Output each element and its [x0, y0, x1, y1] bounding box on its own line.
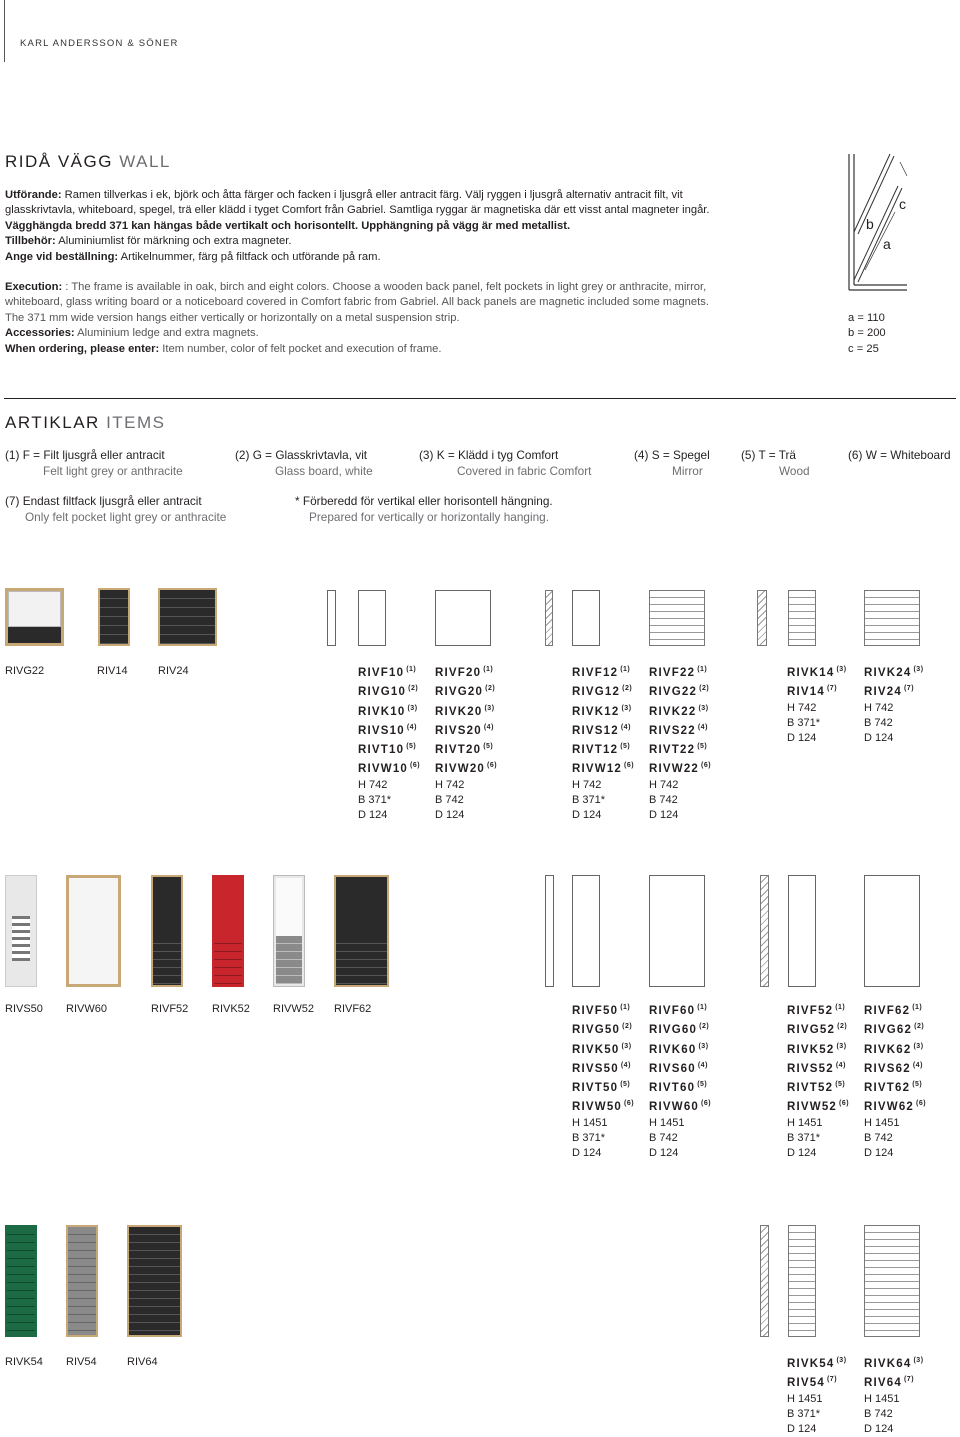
legend-en: Glass board, white — [275, 463, 373, 478]
item-code: RIVW12 $^{(6)}$ — [572, 762, 635, 776]
item-code: RIVG10 $^{(2)}$ — [358, 685, 419, 699]
diagram-label-b: b — [866, 216, 874, 232]
item-code: RIVK62 $^{(3)}$ — [864, 1042, 924, 1056]
item-dimension: H 1451 — [787, 1116, 823, 1129]
description-sv — [5, 188, 825, 265]
drawing-front — [864, 875, 920, 987]
drawing-side — [327, 590, 336, 646]
label-ordering: When ordering, please enter: — [5, 342, 160, 355]
item-dimension: D 124 — [864, 1147, 894, 1160]
product-image-rivk52 — [212, 875, 244, 987]
item-dimension: H 742 — [572, 778, 602, 791]
item-code: RIVF62 $^{(1)}$ — [864, 1004, 923, 1017]
title-sv: RIDÅ VÄGG — [5, 152, 113, 171]
drawing-side — [757, 590, 767, 646]
brand-name: KARL ANDERSSON & SÖNER — [20, 38, 179, 49]
drawing-front — [788, 1225, 816, 1337]
product-image-rivk54 — [5, 1225, 37, 1337]
item-dimension: B 371* — [787, 716, 821, 729]
drawing-front — [435, 590, 491, 646]
item-code: RIVF60 $^{(1)}$ — [649, 1004, 708, 1017]
item-dimension: H 1451 — [864, 1116, 900, 1129]
legend-sv: (7) Endast filtfack ljusgrå eller antracit — [5, 494, 202, 508]
product-image-rivf62 — [334, 875, 389, 987]
item-code: RIVK24 $^{(3)}$ — [864, 666, 924, 679]
legend-item — [235, 448, 373, 479]
text: whiteboard, glass writing board or a noticeboard covered in Comfort fabric from Gabriel. All back panels are magnetic included some magnets. — [5, 296, 709, 309]
caption: RIVK52 — [212, 1003, 250, 1015]
drawing-front — [572, 590, 600, 646]
text: Aluminiumlist för märkning och extra magneter. — [55, 235, 292, 248]
legend-sv: (4) S = Spegel — [634, 448, 710, 462]
label-execution: Execution: — [5, 281, 63, 293]
item-dimension: H 742 — [649, 778, 679, 791]
item-dimension: B 742 — [649, 1132, 678, 1145]
diagram-label-a: a — [883, 236, 891, 252]
item-dimension: B 371* — [787, 1407, 821, 1420]
item-dimension: D 124 — [787, 732, 817, 745]
caption: RIVW52 — [273, 1003, 314, 1015]
product-image-rivw60 — [66, 875, 121, 987]
item-code: RIVF12 $^{(1)}$ — [572, 666, 631, 679]
legend-sv: * Förberedd för vertikal eller horisontell hängning. — [295, 494, 553, 508]
margin-line — [4, 0, 5, 62]
item-code: RIVS50 $^{(4)}$ — [572, 1061, 631, 1075]
code-group-20 — [435, 662, 497, 824]
text: Aluminium ledge and extra magnets. — [74, 327, 259, 340]
item-dimension: D 124 — [435, 809, 465, 822]
text: glasskrivtavla, whiteboard, spegel, trä eller klädd i tyget Comfort från Gabriel. Samtliga ryggar är magnetiska där ett visst antal magneter ingår. — [5, 204, 710, 217]
item-code: RIVT20 $^{(5)}$ — [435, 743, 494, 757]
item-code: RIVF22 $^{(1)}$ — [649, 666, 708, 679]
item-code: RIVT60 $^{(5)}$ — [649, 1081, 708, 1095]
drawing-side — [760, 1225, 769, 1337]
drawing-front — [864, 1225, 920, 1337]
section-title-wall — [5, 152, 171, 172]
dim-a: a = 110 — [848, 312, 885, 324]
legend-item — [848, 448, 951, 464]
label-bestallning: Ange vid beställning: — [5, 250, 119, 263]
drawing-side — [760, 875, 769, 987]
item-dimension: D 124 — [358, 809, 388, 822]
item-code: RIVS12 $^{(4)}$ — [572, 723, 631, 737]
item-code: RIVS10 $^{(4)}$ — [358, 723, 417, 737]
legend-en: Felt light grey or anthracite — [43, 463, 183, 478]
item-code: RIVW22 $^{(6)}$ — [649, 762, 712, 776]
item-code: RIVF20 $^{(1)}$ — [435, 666, 494, 679]
item-dimension: D 124 — [649, 809, 679, 822]
code-group-22 — [649, 662, 711, 824]
text: : The frame is available in oak, birch and eight colors. Choose a wooden back panel, felt pockets in light grey or anthracite, mirror, — [62, 281, 707, 293]
item-dimension: D 124 — [649, 1147, 679, 1160]
item-code: RIVK52 $^{(3)}$ — [787, 1042, 847, 1056]
caption: RIV54 — [66, 1356, 97, 1368]
product-image-riv54 — [66, 1225, 98, 1337]
item-dimension: D 124 — [787, 1147, 817, 1160]
item-dimension: H 1451 — [649, 1116, 685, 1129]
drawing-front — [649, 875, 705, 987]
legend-en: Mirror — [672, 463, 703, 478]
legend-item — [634, 448, 710, 479]
item-dimension: B 742 — [864, 1132, 893, 1145]
product-image-rivg22 — [5, 588, 64, 646]
item-code: RIVK64 $^{(3)}$ — [864, 1357, 924, 1370]
item-dimension: B 371* — [787, 1132, 821, 1145]
product-image-rivs50 — [5, 875, 37, 987]
item-code: RIVG60 $^{(2)}$ — [649, 1023, 710, 1037]
item-code: RIVS22 $^{(4)}$ — [649, 723, 708, 737]
item-code: RIVW20 $^{(6)}$ — [435, 762, 498, 776]
title-en: ITEMS — [106, 413, 166, 432]
dim-c: c = 25 — [848, 342, 879, 355]
legend-item — [5, 494, 226, 525]
code-group-60 — [649, 1000, 711, 1162]
caption: RIVF52 — [151, 1003, 189, 1015]
item-code: RIVT22 $^{(5)}$ — [649, 743, 708, 757]
item-code: RIVG22 $^{(2)}$ — [649, 685, 710, 699]
item-code: RIVT52 $^{(5)}$ — [787, 1081, 846, 1095]
legend-en: Prepared for vertically or horizontally hanging. — [309, 509, 549, 524]
item-code: RIVG52 $^{(2)}$ — [787, 1023, 848, 1037]
legend-sv: (2) G = Glasskrivtavla, vit — [235, 448, 368, 462]
item-dimension: B 742 — [864, 716, 893, 729]
drawing-front — [864, 590, 920, 646]
item-dimension: D 124 — [572, 809, 602, 822]
item-code: RIVG20 $^{(2)}$ — [435, 685, 496, 699]
drawing-side — [545, 590, 553, 646]
item-code: RIV14 $^{(7)}$ — [787, 685, 838, 699]
item-dimension: D 124 — [787, 1423, 817, 1436]
drawing-front — [649, 590, 705, 646]
item-code: RIVK10 $^{(3)}$ — [358, 704, 418, 718]
label-utforande: Utförande: — [5, 189, 62, 201]
dim-b: b = 200 — [848, 327, 886, 340]
legend-sv: (5) T = Trä — [741, 448, 796, 462]
drawing-front — [572, 875, 600, 987]
item-dimension: D 124 — [864, 1423, 894, 1436]
item-dimension: H 1451 — [572, 1116, 608, 1129]
legend-item — [5, 448, 183, 479]
legend-item — [295, 494, 553, 525]
item-code: RIVT62 $^{(5)}$ — [864, 1081, 923, 1095]
code-group-64 — [864, 1353, 924, 1437]
diagram-dims — [848, 311, 886, 357]
item-code: RIVK22 $^{(3)}$ — [649, 704, 709, 718]
section-title-items — [5, 413, 166, 433]
item-dimension: B 742 — [649, 794, 678, 807]
text: The 371 mm wide version hangs either vertically or horizontally on a metal suspension strip. — [5, 311, 460, 324]
item-code: RIVW62 $^{(6)}$ — [864, 1100, 927, 1114]
item-code: RIVW52 $^{(6)}$ — [787, 1100, 850, 1114]
code-group-50 — [572, 1000, 634, 1162]
item-dimension: H 742 — [358, 778, 388, 791]
text: Item number, color of felt pocket and execution of frame. — [159, 342, 442, 355]
item-code: RIVK54 $^{(3)}$ — [787, 1357, 847, 1370]
title-en: WALL — [119, 152, 171, 171]
code-group-62 — [864, 1000, 926, 1162]
item-dimension: B 371* — [572, 1132, 606, 1145]
caption: RIV24 — [158, 665, 189, 677]
product-image-riv64 — [127, 1225, 182, 1337]
product-image-rivf52 — [151, 875, 183, 987]
item-dimension: H 1451 — [864, 1392, 900, 1405]
code-group-52 — [787, 1000, 849, 1162]
item-code: RIV54 $^{(7)}$ — [787, 1376, 838, 1390]
legend-en: Wood — [779, 463, 810, 478]
divider — [4, 398, 956, 399]
legend-sv: (3) K = Klädd i tyg Comfort — [419, 448, 559, 462]
item-code: RIVF52 $^{(1)}$ — [787, 1004, 846, 1017]
caption: RIV64 — [127, 1356, 158, 1368]
caption: RIVS50 — [5, 1003, 43, 1015]
item-code: RIVF50 $^{(1)}$ — [572, 1004, 631, 1017]
item-dimension: H 1451 — [787, 1392, 823, 1405]
item-code: RIVS52 $^{(4)}$ — [787, 1061, 846, 1075]
legend-en: Only felt pocket light grey or anthracite — [25, 509, 227, 524]
text: Ramen tillverkas i ek, björk och åtta färger och facken i ljusgrå eller antracit färg. Välj ryggen i ljusgrå alternativ antracit filt, vit — [61, 189, 683, 201]
legend-item — [741, 448, 810, 479]
code-group-10 — [358, 662, 420, 824]
item-dimension: B 371* — [358, 794, 392, 807]
item-dimension: D 124 — [864, 732, 894, 745]
item-code: RIVT10 $^{(5)}$ — [358, 743, 417, 757]
item-dimension: D 124 — [572, 1147, 602, 1160]
label-tillbehor: Tillbehör: — [5, 235, 56, 248]
item-code: RIVW50 $^{(6)}$ — [572, 1100, 635, 1114]
legend-en: Covered in fabric Comfort — [457, 463, 592, 478]
item-dimension: B 742 — [864, 1407, 893, 1420]
code-group-54 — [787, 1353, 847, 1437]
item-code: RIV64 $^{(7)}$ — [864, 1376, 915, 1390]
caption: RIVF62 — [334, 1003, 372, 1015]
item-code: RIVS62 $^{(4)}$ — [864, 1061, 923, 1075]
item-dimension: B 371* — [572, 794, 606, 807]
dimension-diagram — [845, 152, 911, 294]
code-group-24 — [864, 662, 924, 746]
text: Vägghängda bredd 371 kan hängas både vertikalt och horisontellt. Upphängning på vägg är med metallist. — [5, 219, 571, 232]
item-code: RIVT50 $^{(5)}$ — [572, 1081, 631, 1095]
item-code: RIVG12 $^{(2)}$ — [572, 685, 633, 699]
item-code: RIVK20 $^{(3)}$ — [435, 704, 495, 718]
description-en — [5, 280, 825, 357]
item-code: RIVS20 $^{(4)}$ — [435, 723, 494, 737]
text: Artikelnummer, färg på filtfack och utförande på ram. — [118, 250, 381, 263]
item-code: RIVG50 $^{(2)}$ — [572, 1023, 633, 1037]
product-image-riv24 — [158, 588, 217, 646]
drawing-front — [358, 590, 386, 646]
item-code: RIVK50 $^{(3)}$ — [572, 1042, 632, 1056]
item-code: RIVK14 $^{(3)}$ — [787, 666, 847, 679]
item-dimension: B 742 — [435, 794, 464, 807]
label-accessories: Accessories: — [5, 327, 75, 340]
drawing-front — [788, 590, 816, 646]
caption: RIVW60 — [66, 1003, 107, 1015]
item-code: RIVF10 $^{(1)}$ — [358, 666, 417, 679]
item-dimension: H 742 — [864, 701, 894, 714]
caption: RIVK54 — [5, 1356, 43, 1368]
code-group-12 — [572, 662, 634, 824]
item-code: RIVT12 $^{(5)}$ — [572, 743, 631, 757]
item-code: RIVW10 $^{(6)}$ — [358, 762, 421, 776]
legend-item — [419, 448, 591, 479]
diagram-label-c: c — [899, 196, 906, 212]
product-image-rivw52 — [273, 875, 305, 987]
caption: RIVG22 — [5, 665, 45, 677]
item-dimension: H 742 — [435, 778, 465, 791]
item-code: RIVW60 $^{(6)}$ — [649, 1100, 712, 1114]
item-dimension: H 742 — [787, 701, 817, 714]
title-sv: ARTIKLAR — [5, 413, 100, 432]
caption: RIV14 — [97, 665, 128, 677]
item-code: RIVG62 $^{(2)}$ — [864, 1023, 925, 1037]
item-code: RIVS60 $^{(4)}$ — [649, 1061, 708, 1075]
drawing-side — [545, 875, 554, 987]
item-code: RIVK60 $^{(3)}$ — [649, 1042, 709, 1056]
item-code: RIVK12 $^{(3)}$ — [572, 704, 632, 718]
item-code: RIV24 $^{(7)}$ — [864, 685, 915, 699]
drawing-front — [788, 875, 816, 987]
legend-sv: (6) W = Whiteboard — [848, 448, 951, 462]
product-image-riv14 — [98, 588, 130, 646]
legend-sv: (1) F = Filt ljusgrå eller antracit — [5, 448, 165, 462]
code-group-14 — [787, 662, 847, 746]
